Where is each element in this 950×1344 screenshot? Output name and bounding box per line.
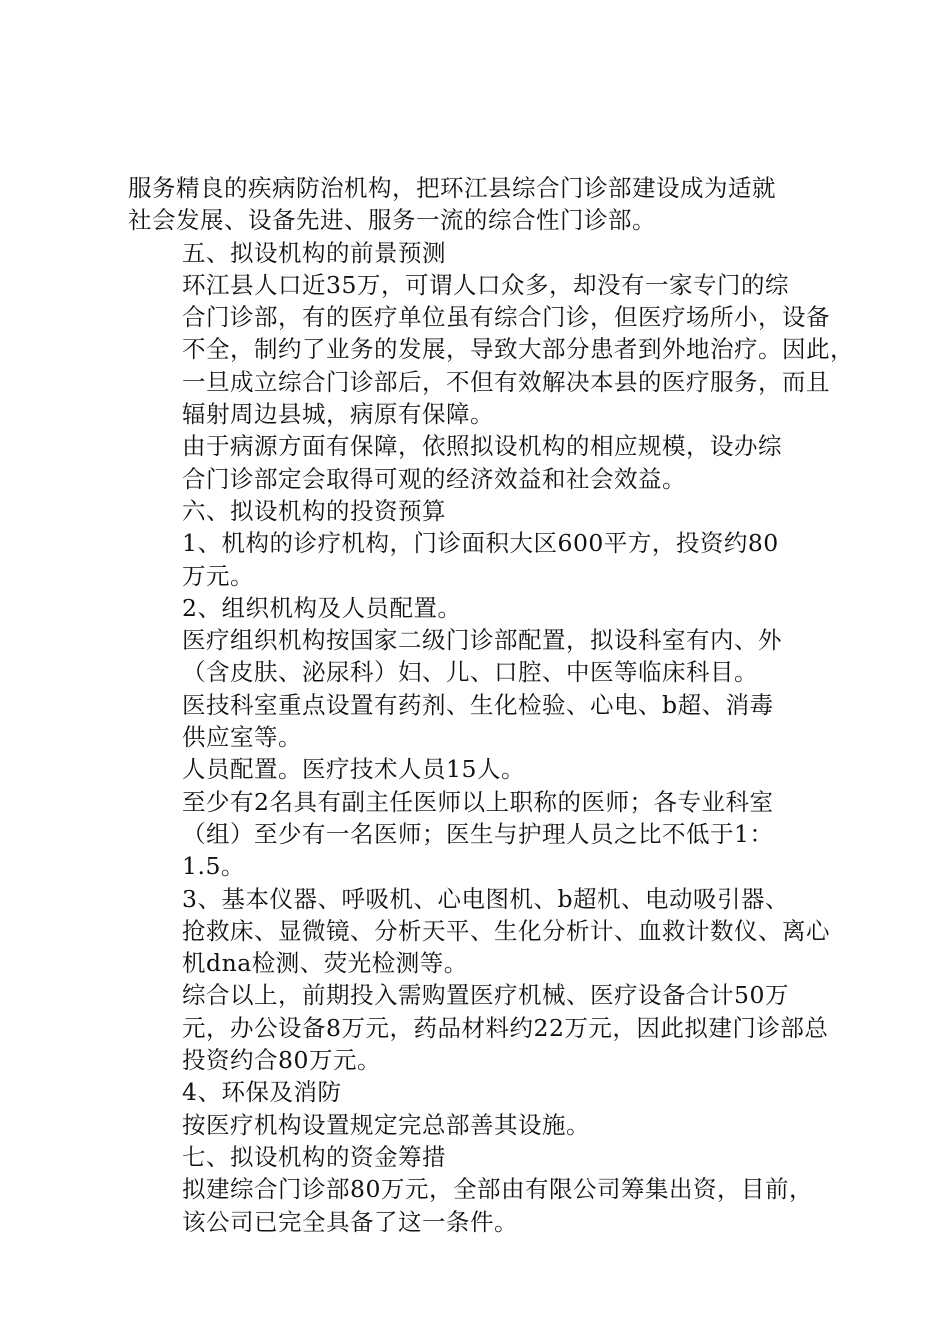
text-line: 2、组织机构及人员配置。 [182,593,462,622]
paragraph [128,592,834,624]
text-line: 1.5。 [182,852,245,881]
text-line: 1、机构的诊疗机构，门诊面积大区600平方，投资约80 [182,529,779,558]
paragraph [128,1173,834,1238]
text-line: 投资约合80万元。 [182,1046,381,1075]
text-line: 合门诊部定会取得可观的经济效益和社会效益。 [182,464,687,493]
paragraph [128,172,834,237]
paragraph [128,689,834,754]
text-line: 六、拟设机构的投资预算 [182,496,447,525]
paragraph [128,979,834,1076]
paragraph [128,430,834,495]
text-line: 不全，制约了业务的发展，导致大部分患者到外地治疗。因此， [182,335,855,364]
text-line: 由于病源方面有保障，依照拟设机构的相应规模，设办综 [182,432,783,461]
text-line: 元，办公设备8万元，药品材料约22万元，因此拟建门诊部总 [182,1013,829,1042]
paragraph [128,786,834,851]
text-line: 综合以上，前期投入需购置医疗机械、医疗设备合计50万 [182,981,789,1010]
text-line: 医疗组织机构按国家二级门诊部配置，拟设科室有内、外 [182,626,783,655]
text-line: 机dna检测、荧光检测等。 [182,949,468,978]
paragraph [128,1109,834,1141]
text-line: 供应室等。 [182,723,303,752]
text-line: 4、环保及消防 [182,1078,342,1107]
text-line: 七、拟设机构的资金筹措 [182,1142,447,1171]
paragraph [128,269,855,430]
text-line: 环江县人口近35万，可谓人口众多，却没有一家专门的综 [182,270,789,299]
paragraph [128,237,834,269]
text-line: 按医疗机构设置规定完总部善其设施。 [182,1110,591,1139]
text-line: 社会发展、设备先进、服务一流的综合性门诊部。 [128,206,656,235]
text-line: 抢救床、显微镜、分析天平、生化分析计、血救计数仪、离心 [182,916,831,945]
text-line: 五、拟设机构的前景预测 [182,238,447,267]
paragraph [128,1076,834,1108]
text-line: 合门诊部，有的医疗单位虽有综合门诊，但医疗场所小，设备 [182,303,831,332]
paragraph [128,850,834,882]
paragraph [128,527,834,592]
document-body [128,172,855,1238]
paragraph [128,624,834,689]
paragraph [128,1141,834,1173]
text-line: 一旦成立综合门诊部后，不但有效解决本县的医疗服务，而且 [182,367,831,396]
text-line: 辐射周边县城，病原有保障。 [182,400,495,429]
text-line: 至少有2名具有副主任医师以上职称的医师；各专业科室 [182,787,774,816]
text-line: 拟建综合门诊部80万元，全部由有限公司筹集出资，目前， [182,1175,813,1204]
text-line: 人员配置。医疗技术人员15人。 [182,755,525,784]
text-line: （含皮肤、泌尿科）妇、儿、口腔、中医等临床科目。 [182,658,759,687]
paragraph [128,753,834,785]
text-line: 服务精良的疾病防治机构，把环江县综合门诊部建设成为适就 [128,174,776,202]
text-line: （组）至少有一名医师；医生与护理人员之比不低于1： [182,819,774,848]
text-line: 3、基本仪器、呼吸机、心电图机、b超机、电动吸引器、 [182,884,790,913]
paragraph [128,495,834,527]
text-line: 万元。 [182,561,255,590]
text-line: 该公司已完全具备了这一条件。 [182,1207,519,1236]
text-line: 医技科室重点设置有药剂、生化检验、心电、b超、消毒 [182,690,774,719]
paragraph [128,883,834,980]
